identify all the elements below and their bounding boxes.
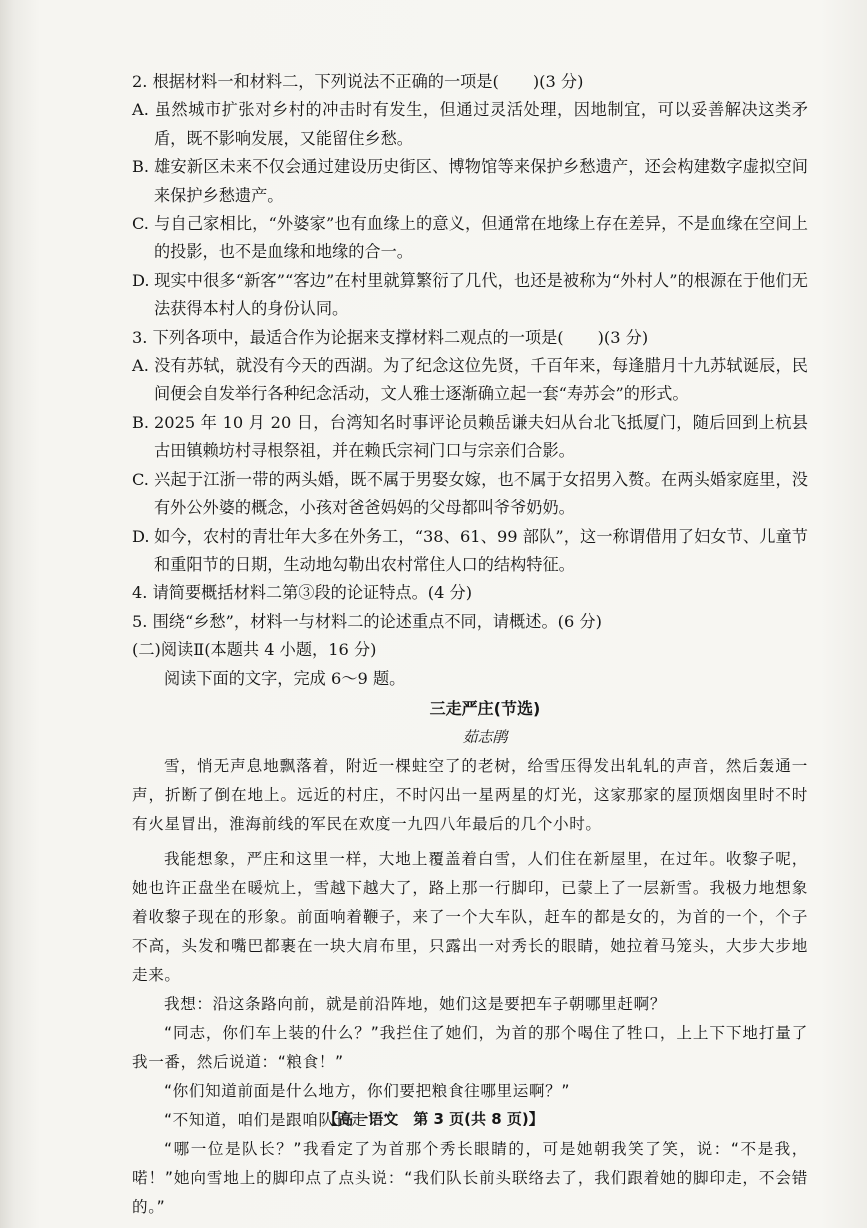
question-3-option-b [132,409,808,466]
option-label: B. [132,412,150,432]
question-3-option-a [132,352,808,409]
section-instruction: 阅读下面的文字，完成 6～9 题。 [164,668,406,688]
story-paragraph: 我想：沿这条路向前，就是前沿阵地，她们这是要把车子朝哪里赶啊？ [164,994,667,1013]
story-paragraph: 雪，悄无声息地飘落着，附近一棵蛀空了的老树，给雪压得发出轧轧的声音，然后轰通一声，折断了倒在地上。远近的村庄，不时闪出一星两星的灯光，这家那家的屋顶烟囱里时不时有火星冒出，淮海前线的军民在欢度一九四八年最后的几个小时。 [132,756,808,833]
section-heading: (二)阅读Ⅱ(本题共 4 小题，16 分) [132,640,377,660]
story-paragraph: 我能想象，严庄和这里一样，大地上覆盖着白雪，人们住在新屋里，在过年。收黎子呢，她也许正盘坐在暖炕上，雪越下越大了，路上那一行脚印，已蒙上了一层新雪。我极力地想象着收黎子现在的形象。前面响着鞭子，来了一个大车队，赶车的都是女的，为首的一个，个子不高，头发和嘴巴都裹在一块大肩布里，只露出一对秀长的眼睛，她拉着马笼头，大步大步地走来。 [132,849,808,984]
question-2-text: 2. 根据材料一和材料二，下列说法不正确的一项是( [132,72,499,91]
question-2-option-c [132,210,808,267]
option-label: D. [132,526,150,546]
question-3-text: 3. 下列各项中，最适合作为论据来支撑材料二观点的一项是( [132,327,564,347]
story-title: 三走严庄(节选) [429,698,541,718]
question-2-option-a [132,96,808,153]
question-2-option-b [132,153,808,210]
story-paragraph: “不知道，咱们是跟咱队长走！” [164,1110,392,1129]
option-label: C. [132,469,149,489]
question-2-stem [132,68,808,96]
question-3-stem [132,324,808,352]
option-text: 与自己家相比，“外婆家”也有血缘上的意义，但通常在地缘上存在差异，不是血缘在空间上的投影，也不是血缘和地缘的合一。 [154,214,808,262]
question-2-option-d [132,267,808,324]
option-text: 雄安新区未来不仅会通过建设历史街区、博物馆等来保护乡愁遗产，还会构建数字虚拟空间来保护乡愁遗产。 [154,157,808,205]
story-paragraph: “哪一位是队长？”我看定了为首那个秀长眼睛的，可是她朝我笑了笑，说：“不是我，喏！”她向雪地上的脚印点了点头说：“我们队长前头联络去了，我们跟着她的脚印走，不会错的。” [132,1139,808,1216]
option-label: A. [132,100,149,120]
story-author: 茹志鹃 [462,728,508,747]
option-label: D. [132,270,150,290]
story-paragraph: “你们知道前面是什么地方，你们要把粮食往哪里运啊？” [164,1081,571,1100]
option-text: 虽然城市扩张对乡村的冲击时有发生，但通过灵活处理，因地制宜，可以妥善解决这类矛盾，既不影响发展，又能留住乡愁。 [154,100,808,148]
option-text: 如今，农村的青壮年大多在外务工，“38、61、99 部队”，这一称谓借用了妇女节、儿童节和重阳节的日期，生动地勾勒出农村常住人口的结构特征。 [154,526,808,574]
question-4: 4. 请简要概括材料二第③段的论证特点。(4 分) [132,583,473,603]
option-text: 兴起于江浙一带的两头婚，既不属于男娶女嫁，也不属于女招男入赘。在两头婚家庭里，没有外公外婆的概念，小孩对爸爸妈妈的父母都叫爷爷奶奶。 [154,469,808,518]
page-content [132,68,808,1222]
option-label: A. [132,356,149,376]
question-3-option-d [132,523,808,580]
question-5: 5. 围绕“乡愁”，材料一与材料二的论述重点不同，请概述。(6 分) [132,611,602,631]
page-footer: 【高一语文 第 3 页(共 8 页)】 [323,1110,544,1128]
question-3-score: )(3 分) [597,327,649,347]
option-text: 2025 年 10 月 20 日，台湾知名时事评论员赖岳谦夫妇从台北飞抵厦门，随后回到上杭县古田镇赖坊村寻根祭祖，并在赖氏宗祠门口与宗亲们合影。 [154,412,808,461]
question-3-option-c [132,466,808,523]
question-2-score: )(3 分) [532,72,584,91]
option-text: 现实中很多“新客”“客边”在村里就算繁衍了几代，也还是被称为“外村人”的根源在于他们无法获得本村人的身份认同。 [154,270,808,319]
option-text: 没有苏轼，就没有今天的西湖。为了纪念这位先贤，千百年来，每逢腊月十九苏轼诞辰，民间便会自发举行各种纪念活动，文人雅士逐渐确立起一套“寿苏会”的形式。 [154,356,808,404]
story-paragraph: “同志，你们车上装的什么？”我拦住了她们，为首的那个喝住了牲口，上上下下地打量了我一番，然后说道：“粮食！” [132,1023,808,1071]
option-label: B. [132,157,150,177]
option-label: C. [132,214,149,234]
